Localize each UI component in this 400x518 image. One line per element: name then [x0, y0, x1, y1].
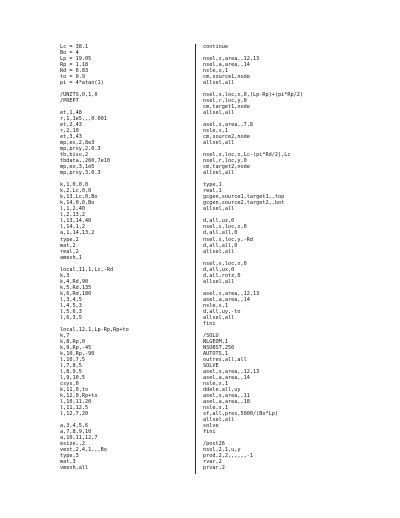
left-code-line: a,1,14,13,2	[60, 230, 95, 237]
right-code-line: real,1	[203, 188, 222, 195]
left-code-line: l,2,13,2	[60, 212, 85, 219]
right-code-line: cm,source2,node	[203, 134, 250, 141]
right-code-line: fini	[203, 320, 216, 327]
right-code-line: rvar,2	[203, 459, 222, 466]
left-code-line: k,11,0,to	[60, 386, 89, 393]
left-code-line: l,3,4,5	[60, 296, 82, 303]
right-code-line: nsle,s,1	[203, 302, 228, 309]
right-code-line: nsel,a,area,,14	[203, 62, 250, 69]
left-code-line: r,2,10	[60, 128, 79, 135]
left-code-line: type,2	[60, 236, 79, 243]
right-code-line: d,all,ux,0	[203, 266, 235, 273]
left-code-line: k,5,Rd,135	[60, 284, 92, 291]
right-code-line: nsel,r,loc,y,0	[203, 158, 247, 165]
right-code-line: asel,s,area,,12,13	[203, 290, 260, 297]
right-code-line: nsle,s,1	[203, 404, 228, 411]
right-code-line: prvar,2	[203, 465, 225, 472]
left-code-line: pi = 4*atan(1)	[60, 80, 104, 87]
left-code-column	[60, 44, 190, 471]
right-code-line: allsel,all	[203, 416, 235, 423]
left-code-line: Bo = 4	[60, 50, 79, 57]
left-code-line: Lp = 19.05	[60, 56, 92, 63]
left-code-line: mp,ex,3,1e5	[60, 164, 95, 171]
right-code-line: continue	[203, 44, 228, 50]
left-code-line: /UNITS,0,1,0	[60, 92, 98, 99]
right-code-line: type,1	[203, 182, 222, 189]
right-code-line: allsel,all	[203, 170, 235, 177]
left-code-line: l,4,5,3	[60, 302, 82, 309]
left-code-line: et,2,43	[60, 122, 82, 129]
right-code-line: nsel,s,area,,12,13	[203, 56, 260, 63]
right-code-line: asel,a,area,,14	[203, 374, 250, 381]
right-code-line: cm,source1,node	[203, 74, 250, 81]
right-code-line: outres,all,all	[203, 356, 247, 363]
right-code-line: asel,s,area,,12,13	[203, 368, 260, 375]
left-code-line: csys,0	[60, 380, 79, 387]
left-code-line: l,8,9,5	[60, 368, 82, 375]
left-code-line: local,11,1,Lc,-Rd	[60, 266, 114, 273]
right-code-line: allsel,all	[203, 206, 235, 213]
right-code-line: nsel,s,loc,x,0	[203, 260, 247, 267]
left-code-line: a,7,8,9,10	[60, 429, 92, 435]
left-code-line: l,6,3,5	[60, 314, 82, 321]
right-code-line: allsel,all	[203, 248, 235, 255]
right-code-line: asel,a,area,,14	[203, 296, 250, 303]
right-code-line: asel,s,area,,11	[203, 392, 250, 399]
right-code-line: allsel,all	[203, 80, 235, 87]
left-code-line: a,3,4,5,6	[60, 422, 89, 429]
right-code-line: nsel,s,loc,x,0	[203, 224, 247, 231]
left-code-line: a,10,11,12,7	[60, 435, 98, 442]
right-code-line: nsle,s,1	[203, 128, 228, 135]
right-code-line: nsle,s,1	[203, 380, 228, 387]
right-code-line: sf,all,pres,5000/(Bo*Lp)	[203, 410, 278, 417]
right-code-line: asel,a,area,,18	[203, 398, 250, 405]
left-code-line: mp,prxy,2,0.3	[60, 146, 101, 153]
left-code-line: l,7,8,5	[60, 362, 82, 369]
right-code-line: /SOLU	[203, 332, 219, 339]
left-code-line: Rd = 6.83	[60, 68, 89, 75]
right-code-line: solve	[203, 422, 219, 429]
column-divider	[195, 44, 196, 474]
right-code-line: ddele,all,uy	[203, 386, 241, 393]
left-code-line: l,10,11,20	[60, 398, 92, 405]
right-code-column	[203, 44, 353, 471]
right-code-line: gcgen,source2,target2,,bot	[203, 200, 285, 207]
right-code-line: allsel,all	[203, 140, 235, 147]
left-code-line: tb,biso,2	[60, 152, 89, 159]
right-code-line: nsel,s,loc,x,Lc-(pi*Rd/2),Lc	[203, 152, 291, 159]
left-code-line: k,12,0,Rp+to	[60, 392, 98, 399]
left-code-line: l,5,6,3	[60, 308, 82, 315]
left-code-line: k,13,Lc,0,Bo	[60, 194, 98, 201]
left-code-line: esize,,2	[60, 441, 85, 448]
right-code-line: nsel,s,loc,y,-Rd	[203, 236, 253, 243]
left-code-line: l,1,2,40	[60, 206, 85, 213]
left-code-line: l,11,12,5	[60, 404, 89, 411]
left-code-line: mat,3	[60, 459, 76, 466]
right-code-line: d,all,all,0	[203, 242, 238, 249]
left-code-line: k,7	[60, 332, 70, 339]
left-code-line: k,1,0,0,0	[60, 182, 89, 189]
left-code-line: k,4,Rd,90	[60, 278, 89, 285]
left-code-line: Rp = 1.18	[60, 62, 89, 69]
right-code-line: asel,s,area,,7,8	[203, 122, 253, 129]
left-code-line: mp,prxy,3,0.3	[60, 170, 101, 177]
right-code-line: nsle,s,1	[203, 68, 228, 75]
left-code-line: k,3	[60, 272, 70, 279]
left-code-line: l,12,7,20	[60, 410, 89, 417]
right-code-line: allsel,all	[203, 110, 235, 117]
right-code-line: prod,2,2,,,,,,-1	[203, 453, 253, 460]
left-code-line: et,3,43	[60, 134, 82, 141]
right-code-line: allsel,all	[203, 314, 235, 321]
left-code-line: type,3	[60, 453, 79, 460]
left-code-line: amesh,1	[60, 254, 82, 261]
right-code-line: cm,target1,node	[203, 104, 250, 111]
right-code-line: NSUBST,250	[203, 344, 235, 351]
left-code-line: /PREP7	[60, 98, 79, 105]
left-code-line: k,9,Rp,-45	[60, 344, 92, 351]
right-code-line: d,all,rotz,0	[203, 272, 241, 279]
left-code-line: l,9,10,5	[60, 374, 85, 381]
left-code-line: r,1,1e5,,,0.001	[60, 116, 107, 123]
left-code-line: l,14,1,2	[60, 224, 85, 231]
right-code-line: cm,target2,node	[203, 164, 250, 171]
left-code-line: Lc = 38.1	[60, 44, 89, 50]
left-code-line: l,10,7,5	[60, 356, 85, 363]
right-code-line: nsel,s,loc,x,0,(Lp-Rp)+(pi*Rp/2)	[203, 92, 303, 99]
left-code-line: k,6,Rd,180	[60, 290, 92, 297]
right-code-line: d,all,uy,-to	[203, 308, 241, 315]
left-code-line: et,1,48	[60, 110, 82, 117]
left-code-line: k,2,Lc,0,0	[60, 188, 92, 195]
right-code-line: allsel,all	[203, 278, 235, 285]
left-code-line: k,8,Rp,0	[60, 338, 85, 345]
left-code-line: real,2	[60, 248, 79, 255]
right-code-line: gcgen,source1,target1,,top	[203, 194, 285, 201]
left-code-line: mp,ex,2,8e3	[60, 140, 95, 147]
left-code-line: k,10,Rp,-90	[60, 350, 95, 357]
right-code-line: SOLVE	[203, 362, 219, 369]
right-code-line: AUTOTS,1	[203, 350, 228, 357]
left-code-line: mat,2	[60, 242, 76, 249]
right-code-line: NLGEOM,1	[203, 338, 228, 345]
right-code-line: nsel,r,loc,y,0	[203, 98, 247, 105]
right-code-line: /post26	[203, 441, 225, 448]
left-code-line: to = 0.9	[60, 74, 85, 81]
left-code-line: vmesh,all	[60, 465, 89, 472]
left-code-line: vext,2,4,1,,,Bo	[60, 447, 107, 454]
right-code-line: d,all,all,0	[203, 230, 238, 237]
left-code-line: tbdata,,260,7e10	[60, 158, 110, 165]
right-code-line: nsol,2,1,u,y	[203, 447, 241, 454]
right-code-line: d,all,uz,0	[203, 218, 235, 225]
left-code-line: k,14,0,0,Bo	[60, 200, 95, 207]
right-code-line: fini	[203, 429, 216, 435]
left-code-line: l,13,14,40	[60, 218, 92, 225]
left-code-line: local,12,1,Lp-Rp,Rp+to	[60, 326, 129, 333]
